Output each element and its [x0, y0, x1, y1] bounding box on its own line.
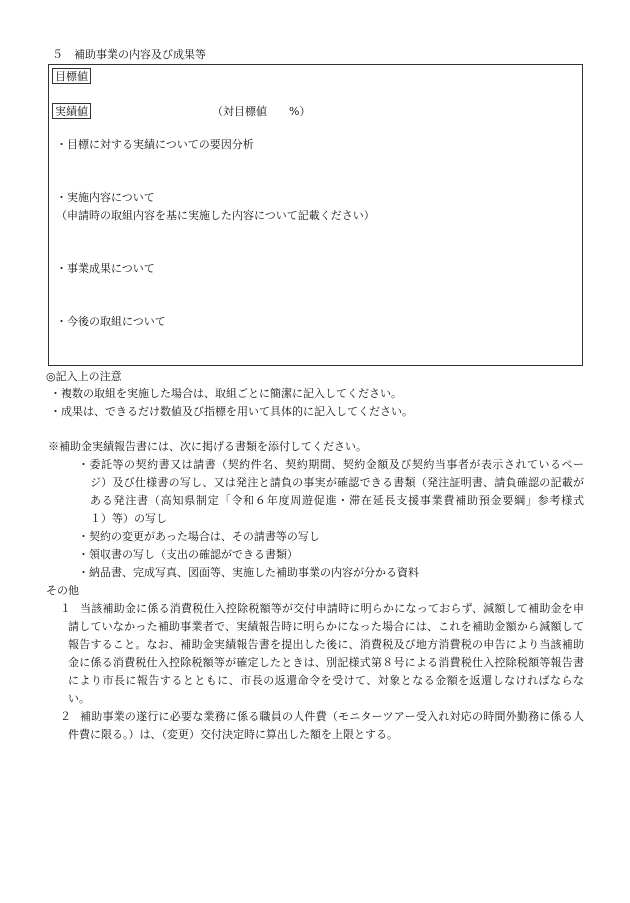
paragraph-line: い。 — [68, 692, 90, 705]
attachment-item: ・契約の変更があった場合は、その請書等の写し — [78, 530, 320, 543]
paragraph-line: により市長に報告するとともに、市長の返還命令を受けて、対象となる金額を返還しなければならな — [68, 674, 584, 687]
paragraph-line: 金に係る消費税仕入控除税額等が確定したときは、別記様式第８号による消費税仕入控除税額等報告書 — [68, 656, 584, 669]
item-implementation-note: （申請時の取組内容を基に実施した内容について記載ください） — [56, 209, 375, 222]
paragraph-line: 報告すること。なお、補助金実績報告書を提出した後に、消費税及び地方消費税の申告により当該補助 — [68, 638, 584, 651]
item-implementation: ・実施内容について — [56, 191, 155, 204]
attachment-item-line: ジ）及び仕様書の写し、又は発注と請負の事実が確認できる書類（発注証明書、請負確認の記載が — [90, 476, 584, 489]
target-value-label — [52, 68, 91, 84]
attachments-heading: ※補助金実績報告書には、次に掲げる書類を添付してください。 — [48, 440, 367, 453]
note-item: ・成果は、できるだけ数値及び指標を用いて具体的に記入してください。 — [50, 405, 413, 418]
item-results: ・事業成果について — [56, 262, 155, 275]
item-future-efforts: ・今後の取組について — [56, 315, 166, 328]
attachment-item-line: ・委託等の契約書又は請書（契約件名、契約期間、契約金額及び契約当事者が表示されているペー — [78, 458, 584, 471]
actual-value-label-text: 実績値 — [52, 103, 91, 119]
target-value-label-text: 目標値 — [52, 68, 91, 84]
actual-value-label — [52, 103, 91, 119]
paragraph-number: １ — [60, 602, 71, 615]
item-factor-analysis: ・目標に対する実績についての要因分析 — [56, 138, 254, 151]
attachment-item: ・領収書の写し（支出の確認ができる書類） — [78, 548, 298, 561]
attachment-item-line: １）等）の写し — [90, 512, 167, 525]
note-item: ・複数の取組を実施した場合は、取組ごとに簡潔に記入してください。 — [50, 387, 402, 400]
attachment-item-line: ある発注書（高知県制定「令和６年度周遊促進・滞在延長支援事業費補助預金要綱」参考様式 — [90, 494, 584, 507]
section-heading: ５ 補助事業の内容及び成果等 — [52, 48, 206, 61]
other-heading: その他 — [46, 584, 79, 597]
paragraph-line: 当該補助金に係る消費税仕入控除税額等が交付申請時に明らかになっておらず、減額して補助金を申 — [80, 602, 584, 615]
paragraph-number: ２ — [60, 710, 71, 723]
paragraph-line: 請していなかった補助事業者で、実績報告時に明らかになった場合には、これを補助金額から減額して — [68, 620, 584, 633]
paragraph-line: 件費に限る。）は、（変更）交付決定時に算出した額を上限とする。 — [68, 728, 398, 741]
notes-heading: ◎記入上の注意 — [46, 370, 122, 383]
target-ratio-text: （対目標値 %） — [212, 105, 311, 118]
paragraph-line: 補助事業の遂行に必要な業務に係る職員の人件費（モニターツアー受入れ対応の時間外勤務に係る人 — [80, 710, 584, 723]
attachment-item: ・納品書、完成写真、図面等、実施した補助事業の内容が分かる資料 — [78, 566, 419, 579]
